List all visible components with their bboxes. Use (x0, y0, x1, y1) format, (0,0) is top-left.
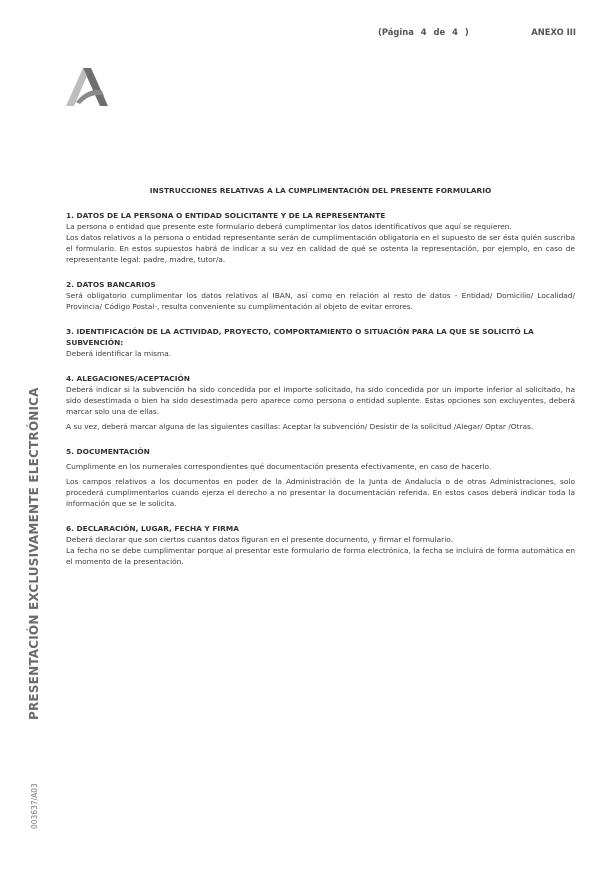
section-title: 1. DATOS DE LA PERSONA O ENTIDAD SOLICITANTE Y DE LA REPRESENTANTE (66, 211, 386, 220)
section-title: 4. ALEGACIONES/ACEPTACIÓN (66, 374, 190, 383)
section-paragraph: La fecha no se debe cumplimentar porque al presentar este formulario de forma electrónica, la fecha se incluirá de forma automática en el momento de la presentación. (66, 546, 575, 566)
section-title: 6. DECLARACIÓN, LUGAR, FECHA Y FIRMA (66, 524, 239, 533)
section-applicant-data (66, 210, 575, 265)
instructions-body (66, 186, 575, 581)
page-number: (Página 4 de 4 ) (378, 27, 469, 37)
section-paragraph: Los datos relativos a la persona o entidad representante serán de cumplimentación obligatoria en el supuesto de ser ésta quién suscriba el formulario. En estos supuestos habrá de indicar a su vez en calidad de qué se ostenta la representación, por ejemplo, en caso de representante legal: padre, madre, tutor/a. (66, 233, 575, 264)
form-code: 003637/A03 (30, 783, 39, 829)
section-title: 5. DOCUMENTACIÓN (66, 447, 150, 456)
section-paragraph: Deberá declarar que son ciertos cuantos datos figuran en el presente documento, y firmar el formulario. (66, 535, 453, 544)
side-presentation-label: PRESENTACIÓN EXCLUSIVAMENTE ELECTRÓNICA (27, 387, 41, 720)
section-documentation (66, 446, 575, 509)
section-paragraph: A su vez, deberá marcar alguna de las siguientes casillas: Aceptar la subvención/ Desistir de la solicitud /Alegar/ Optar /Otras. (66, 422, 534, 431)
section-paragraph: Será obligatorio cumplimentar los datos relativos al IBAN, así como en relación al resto de datos - Entidad/ Domicilio/ Localidad/ Provincia/ Código Postal-, resulta conveniente su cumplimentación al objeto de evitar errores. (66, 291, 575, 311)
section-paragraph: Los campos relativos a los documentos en poder de la Administración de la Junta de Andalucía o de otras Administraciones, solo procederá cumplimentarlos cuando ejerza el derecho a no presentar la documentación referida. En estos casos deberá indicar toda la información que se le solicita. (66, 477, 575, 508)
section-bank-data (66, 279, 575, 312)
section-paragraph: La persona o entidad que presente este formulario deberá cumplimentar los datos identificativos que aquí se requieren. (66, 222, 512, 231)
section-paragraph: Cumplimente en los numerales correspondientes qué documentación presenta efectivamente, en caso de hacerlo. (66, 462, 492, 471)
section-title: 3. IDENTIFICACIÓN DE LA ACTIVIDAD, PROYECTO, COMPORTAMIENTO O SITUACIÓN PARA LA QUE SE SOLICITÓ LA SUBVENCIÓN: (66, 327, 534, 347)
section-title: 2. DATOS BANCARIOS (66, 280, 156, 289)
section-activity-identification (66, 326, 575, 359)
section-paragraph: Deberá indicar si la subvención ha sido concedida por el importe solicitado, ha sido concedida por un importe inferior al solicitado, ha sido desestimada o bien ha sido desestimada pero aparece como persona o entidad suplente. Estas opciones son excluyentes, deberá marcar solo una de ellas. (66, 385, 575, 416)
annex-label: ANEXO III (531, 27, 576, 37)
section-allegations (66, 373, 575, 432)
document-title: INSTRUCCIONES RELATIVAS A LA CUMPLIMENTACIÓN DEL PRESENTE FORMULARIO (149, 186, 492, 195)
junta-andalucia-logo-icon (66, 66, 108, 106)
page-header (0, 27, 600, 41)
section-declaration (66, 523, 575, 567)
section-paragraph: Deberá identificar la misma. (66, 349, 172, 358)
